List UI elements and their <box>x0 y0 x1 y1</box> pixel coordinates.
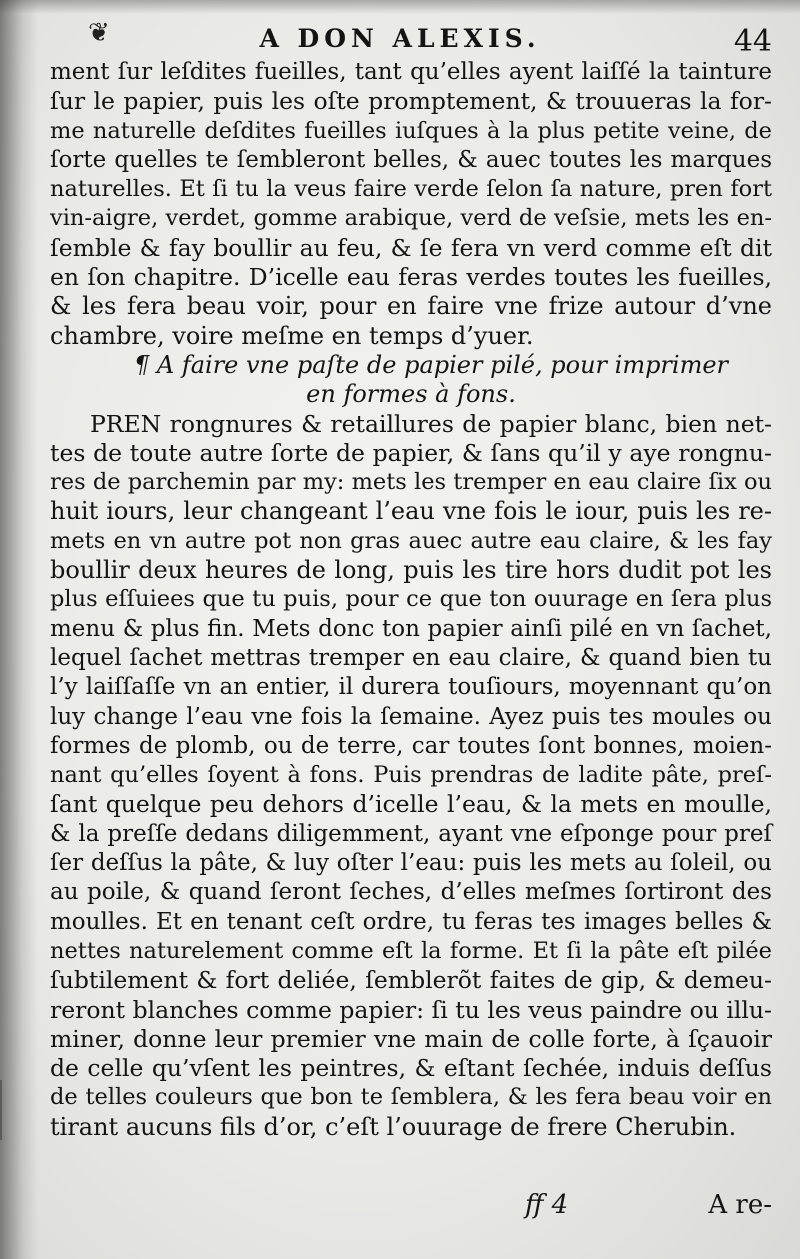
paragraph-line: tes de toute autre ſorte de papier, & ſans qu’il y aye rongnu- <box>50 438 772 467</box>
text-line: vin-aigre, verdet, gomme arabique, verd de veſsie, mets les en- <box>50 205 772 232</box>
paragraph-line: miner, donne leur premier vne main de colle forte, à ſçauoir <box>50 1024 772 1053</box>
paragraph-line: tirant aucuns fils d’or, c’eſt l’ouurage de frere Cherubin. <box>50 1112 737 1141</box>
paragraph-line: plus eſſuiees que tu puis, pour ce que ton ouurage en ſera plus <box>50 586 772 613</box>
gutter-shadow <box>0 0 38 1259</box>
paragraph-line: ſubtilement & fort deliée, ſemblerõt faites de gip, & demeu- <box>50 966 772 995</box>
text-line: en ſon chapitre. D’icelle eau feras verdes toutes les fueilles, <box>50 263 772 292</box>
ornament-glyph: ❦ <box>88 18 110 48</box>
paragraph-line: moulles. Et en tenant ceſt ordre, tu feras tes images belles & <box>50 908 772 935</box>
paragraph-line: & la preſſe dedans diligemment, ayant vne eſponge pour preſ <box>50 820 772 847</box>
text-line: ment ſur leſdites fueilles, tant qu’elles ayent laiſſé la tainture <box>50 59 772 85</box>
paragraph-line: l’y laiſſaſſe vn an entier, il durera touſiours, moyennant qu’on <box>50 674 772 701</box>
text-block <box>50 58 772 1142</box>
top-edge-shadow <box>0 0 800 14</box>
text-line: naturelles. Et ſi tu la veus faire verde ſelon ſa nature, pren fort <box>50 176 772 203</box>
paragraph-line: reront blanches comme papier: ſi tu les veus paindre ou illu- <box>50 995 772 1024</box>
page-number: 44 <box>733 24 772 59</box>
paragraph-line: nant qu’elles ſoyent à fons. Puis prendras de ladite pâte, preſ- <box>50 762 772 789</box>
paragraph-line: huit iours, leur changeant l’eau vne fois le iour, puis les re- <box>50 497 772 526</box>
text-line: ſur le papier, puis les oſte promptement, & trouueras la for- <box>50 87 772 116</box>
paragraph-line: ſer deſſus la pâte, & luy oſter l’eau: puis les mets au ſoleil, ou <box>50 850 772 877</box>
text-line: chambre, voire meſme en temps d’yuer. <box>50 321 534 350</box>
section-heading-line-1: ¶ A faire vne paſte de papier pilé, pour imprimer <box>133 350 729 379</box>
text-line: me naturelle deſdites fueilles iuſques à la plus petite veine, de <box>50 117 772 144</box>
catchword: A re- <box>708 1190 772 1220</box>
text-line: & les fera beau voir, pour en faire vne frize autour d’vne <box>50 292 772 321</box>
paragraph-line: res de parchemin par my: mets les tremper en eau claire ſix ou <box>50 469 772 496</box>
paragraph-line: de celle qu’vſent les peintres, & eſtant ſechée, induis deſſus <box>50 1054 772 1083</box>
paragraph-line: PREN rongnures & retaillures de papier blanc, bien net- <box>90 409 772 438</box>
text-line: ſorte quelles te ſembleront belles, & auec toutes les marques <box>50 146 772 173</box>
margin-mark <box>0 1080 18 1140</box>
page-footer <box>0 1190 800 1230</box>
running-title: A DON ALEXIS. <box>259 24 541 53</box>
paragraph-line: lequel ſachet mettras tremper en eau claire, & quand bien tu <box>50 644 772 671</box>
section-heading-line-2: en formes à fons. <box>306 380 516 409</box>
paragraph-line: mets en vn autre pot non gras auec autre eau claire, & les fay <box>50 527 772 554</box>
paragraph-line: menu & plus fin. Mets donc ton papier ainſi pilé en vn ſachet, <box>50 615 772 642</box>
paragraph-line: de telles couleurs que bon te ſemblera, & les fera beau voir en <box>50 1084 772 1111</box>
paragraph-line: formes de plomb, ou de terre, car toutes ſont bonnes, moien- <box>50 732 772 759</box>
paragraph-line: ſant quelque peu dehors d’icelle l’eau, & la mets en moulle, <box>50 790 772 819</box>
paragraph-line: nettes naturelement comme eſt la forme. Et ſi la pâte eſt pilée <box>50 937 772 964</box>
paragraph-line: au poile, & quand ſeront ſeches, d’elles meſmes ſortiront des <box>50 879 772 906</box>
signature-mark: ff 4 <box>525 1190 569 1220</box>
paragraph-line: luy change l’eau vne fois la ſemaine. Ayez puis tes moules ou <box>50 703 772 730</box>
paragraph-line: boullir deux heures de long, puis les tire hors dudit pot les <box>50 556 772 585</box>
text-line: ſemble & fay boullir au feu, & ſe fera vn verd comme eſt dit <box>50 233 772 262</box>
